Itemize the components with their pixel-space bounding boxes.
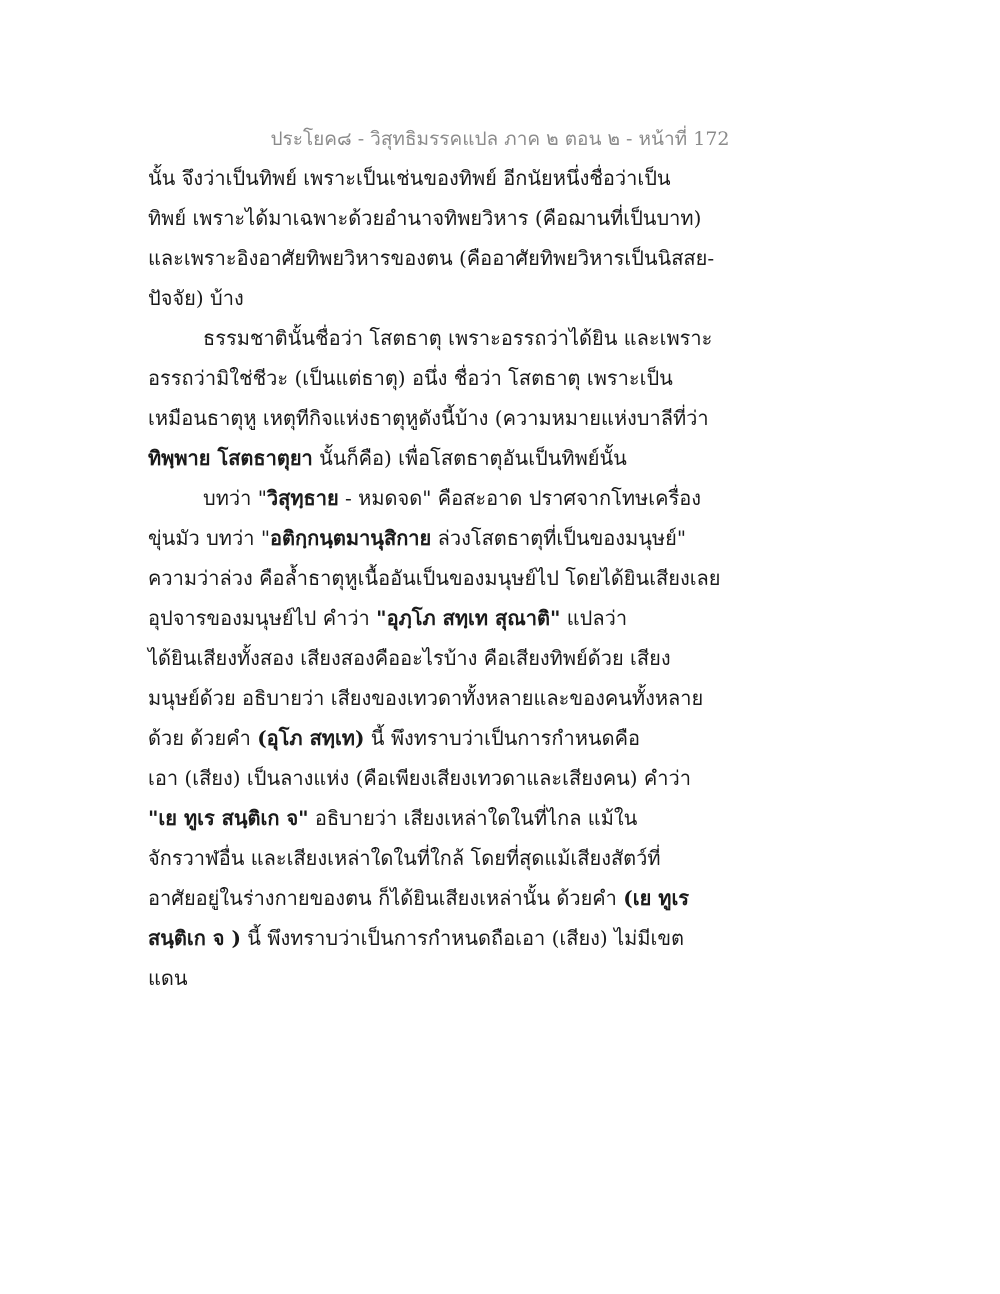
pali-term: ทิพฺพาย โสตธาตุยา (148, 446, 313, 470)
text-line: และเพราะอิงอาศัยทิพยวิหารของตน (คืออาศัยทิพยวิหารเป็นนิสสย- (148, 246, 715, 270)
paragraph-start-line: ธรรมชาตินั้นชื่อว่า โสตธาตุ เพราะอรรถว่าได้ยิน และเพราะ (203, 326, 713, 350)
text-line: ความว่าล่วง คือล้ำธาตุหูเนื้ออันเป็นของมนุษย์ไป โดยได้ยินเสียงเลย (148, 566, 721, 590)
pali-term: สนฺติเก จ ) (148, 926, 241, 950)
text-line: อรรถว่ามิใช่ชีวะ (เป็นแต่ธาตุ) อนึ่ง ชื่อว่า โสตธาตุ เพราะเป็น (148, 366, 673, 390)
text-line: ปัจจัย) บ้าง (148, 286, 244, 310)
text-line: อาศัยอยู่ในร่างกายของตน ก็ได้ยินเสียงเหล่านั้น ด้วยคำ (เย ทูเร (148, 886, 690, 910)
running-header: ประโยค๘ - วิสุทธิมรรคแปล ภาค ๒ ตอน ๒ - หน้าที่ 172 (270, 128, 730, 150)
pali-term: (เย ทูเร (623, 886, 690, 910)
pali-term: อติกฺกนฺตมานุสิกาย (270, 526, 432, 550)
text-line: ทิพย์ เพราะได้มาเฉพาะด้วยอำนาจทิพยวิหาร (คือฌานที่เป็นบาท) (148, 206, 702, 230)
pali-term: (อุโภ สทฺเท) (257, 726, 365, 750)
paragraph-start-line: บทว่า "วิสุทฺธาย - หมดจด" คือสะอาด ปราศจากโทษเครื่อง (203, 486, 701, 510)
pali-term: "อุภฺโภ สทฺเท สุณาติ" (376, 606, 561, 630)
text-line: มนุษย์ด้วย อธิบายว่า เสียงของเทวดาทั้งหลายและของคนทั้งหลาย (148, 686, 704, 710)
text-line: แดน (148, 966, 188, 990)
text-line: "เย ทูเร สนฺติเก จ" อธิบายว่า เสียงเหล่าใดในที่ไกล แม้ใน (148, 806, 638, 830)
text-line: ด้วย ด้วยคำ (อุโภ สทฺเท) นี้ พึงทราบว่าเป็นการกำหนดคือ (148, 726, 640, 750)
pali-term: "เย ทูเร สนฺติเก จ" (148, 806, 309, 830)
text-line: จักรวาฬอื่น และเสียงเหล่าใดในที่ใกล้ โดยที่สุดแม้เสียงสัตว์ที่ (148, 846, 661, 870)
text-line: ขุ่นมัว บทว่า "อติกฺกนฺตมานุสิกาย ล่วงโสตธาตุที่เป็นของมนุษย์" (148, 526, 687, 550)
text-line: ได้ยินเสียงทั้งสอง เสียงสองคืออะไรบ้าง คือเสียงทิพย์ด้วย เสียง (148, 646, 671, 670)
text-line: ทิพฺพาย โสตธาตุยา นั้นก็คือ) เพื่อโสตธาตุอันเป็นทิพย์นั้น (148, 446, 627, 470)
pali-term: วิสุทฺธาย (266, 486, 339, 510)
text-line: เหมือนธาตุหู เหตุทีกิจแห่งธาตุหูดังนี้บ้าง (ความหมายแห่งบาลีที่ว่า (148, 406, 709, 430)
text-line: สนฺติเก จ ) นี้ พึงทราบว่าเป็นการกำหนดถือเอา (เสียง) ไม่มีเขต (148, 926, 685, 950)
text-line: เอา (เสียง) เป็นลางแห่ง (คือเพียงเสียงเทวดาและเสียงคน) คำว่า (148, 766, 691, 790)
text-line: นั้น จึงว่าเป็นทิพย์ เพราะเป็นเช่นของทิพย์ อีกนัยหนึ่งชื่อว่าเป็น (148, 166, 671, 190)
text-line: อุปจารของมนุษย์ไป คำว่า "อุภฺโภ สทฺเท สุณาติ" แปลว่า (148, 606, 628, 630)
